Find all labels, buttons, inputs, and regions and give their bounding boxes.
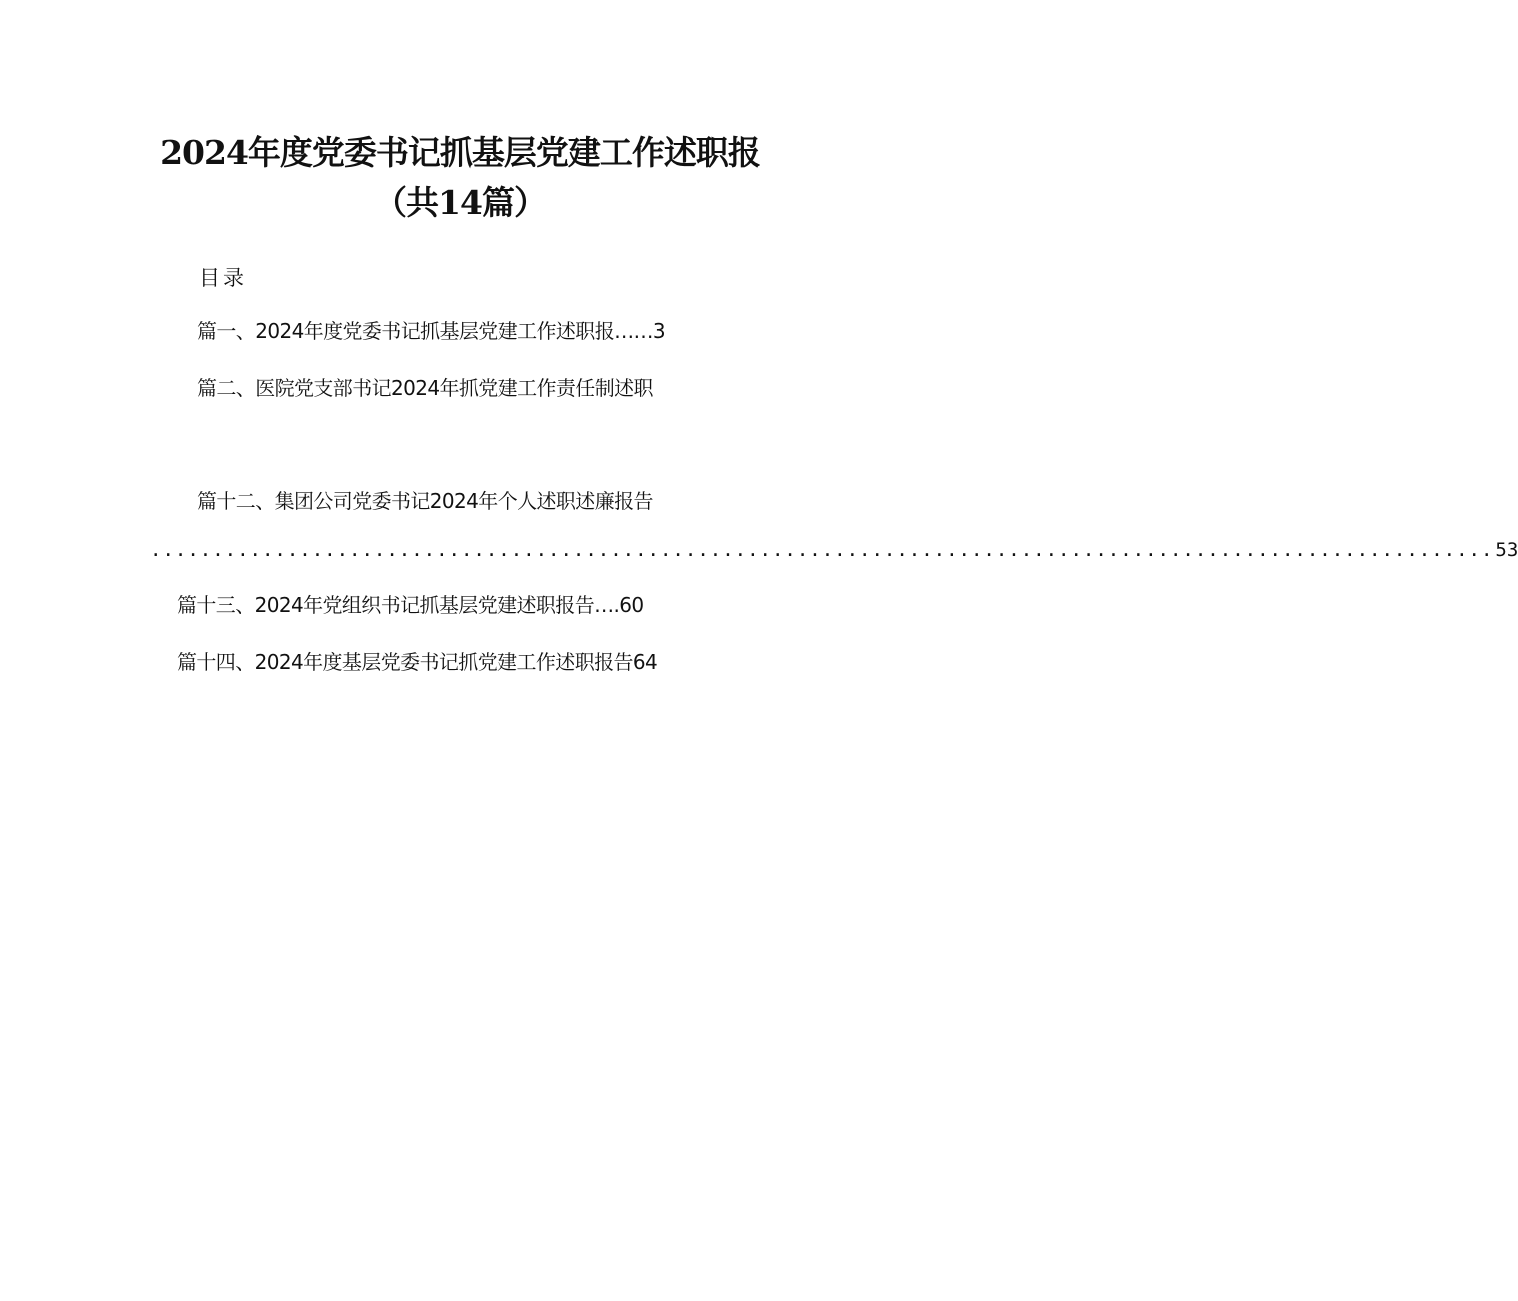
toc-entry-12[interactable]: 篇十二、集团公司党委书记2024年个人述职述廉报告 — [197, 489, 653, 513]
toc-entry-12-leader[interactable] — [150, 535, 1518, 565]
toc-entry-13[interactable]: 篇十三、2024年党组织书记抓基层党建述职报告….60 — [177, 593, 644, 617]
toc-heading: 目录 — [199, 266, 247, 290]
toc-page-number: 53 — [1495, 539, 1518, 561]
toc-entry-14[interactable]: 篇十四、2024年度基层党委书记抓党建工作述职报告64 — [177, 650, 658, 674]
toc-entry-1[interactable]: 篇一、2024年度党委书记抓基层党建工作述职报……3 — [197, 319, 666, 343]
title-line-2: （共14篇） — [374, 183, 546, 222]
toc-entry-2[interactable]: 篇二、医院党支部书记2024年抓党建工作责任制述职 — [197, 376, 653, 400]
title-line-1: 2024年度党委书记抓基层党建工作述职报 — [160, 133, 760, 172]
document-title — [0, 128, 920, 228]
toc-dot-leader: ............................................................................................................ — [150, 539, 1494, 561]
